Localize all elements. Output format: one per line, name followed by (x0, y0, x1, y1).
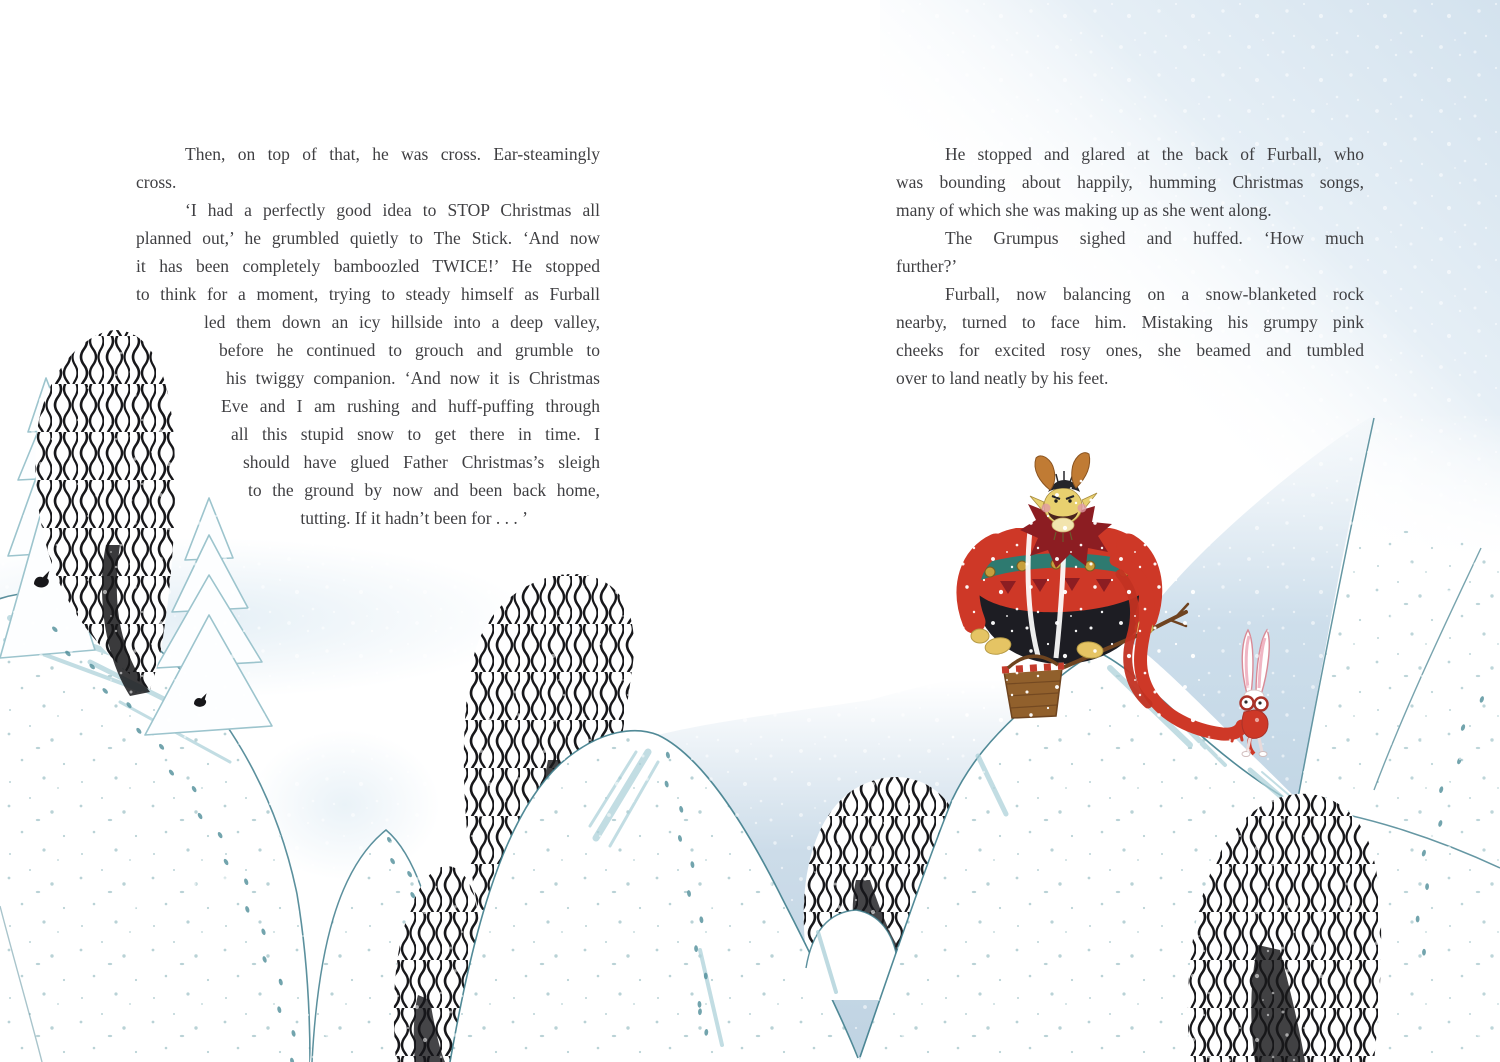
text-line: cross. (136, 172, 177, 192)
text-line: it has been completely bamboozled TWICE!’ He stopped (136, 256, 600, 276)
text-line: further?’ (896, 256, 958, 276)
text-line: all this stupid snow to get there in time. I (231, 424, 600, 444)
text-line: He stopped and glared at the back of Furball, who (945, 144, 1364, 164)
text-line: before he continued to grouch and grumble to (219, 340, 600, 360)
text-line: led them down an icy hillside into a deep valley, (204, 312, 600, 332)
text-line: over to land neatly by his feet. (896, 368, 1109, 388)
left-page-text (136, 140, 600, 532)
text-line: Furball, now balancing on a snow-blanketed rock (945, 284, 1364, 304)
text-line: ‘I had a perfectly good idea to STOP Christmas all (185, 200, 600, 220)
text-line: cheeks for excited rosy ones, she beamed and tumbled (896, 340, 1364, 360)
text-line: Then, on top of that, he was cross. Ear-steamingly (185, 144, 600, 164)
text-line: planned out,’ he grumbled quietly to The Stick. ‘And now (136, 228, 600, 248)
text-line: his twiggy companion. ‘And now it is Christmas (226, 368, 600, 388)
text-line: was bounding about happily, humming Christmas songs, (896, 172, 1364, 192)
text-line: to the ground by now and been back home, (248, 480, 600, 500)
text-line: to think for a moment, trying to steady himself as Furball (136, 284, 600, 304)
right-page-text (896, 140, 1364, 392)
text-line: should have glued Father Christmas’s sleigh (243, 452, 600, 472)
text-line: Eve and I am rushing and huff-puffing through (221, 396, 600, 416)
text-line: many of which she was making up as she went along. (896, 200, 1272, 220)
text-line: The Grumpus sighed and huffed. ‘How much (945, 228, 1364, 248)
text-line: tutting. If it hadn’t been for . . . ’ (300, 508, 528, 528)
text-line: nearby, turned to face him. Mistaking his grumpy pink (896, 312, 1364, 332)
